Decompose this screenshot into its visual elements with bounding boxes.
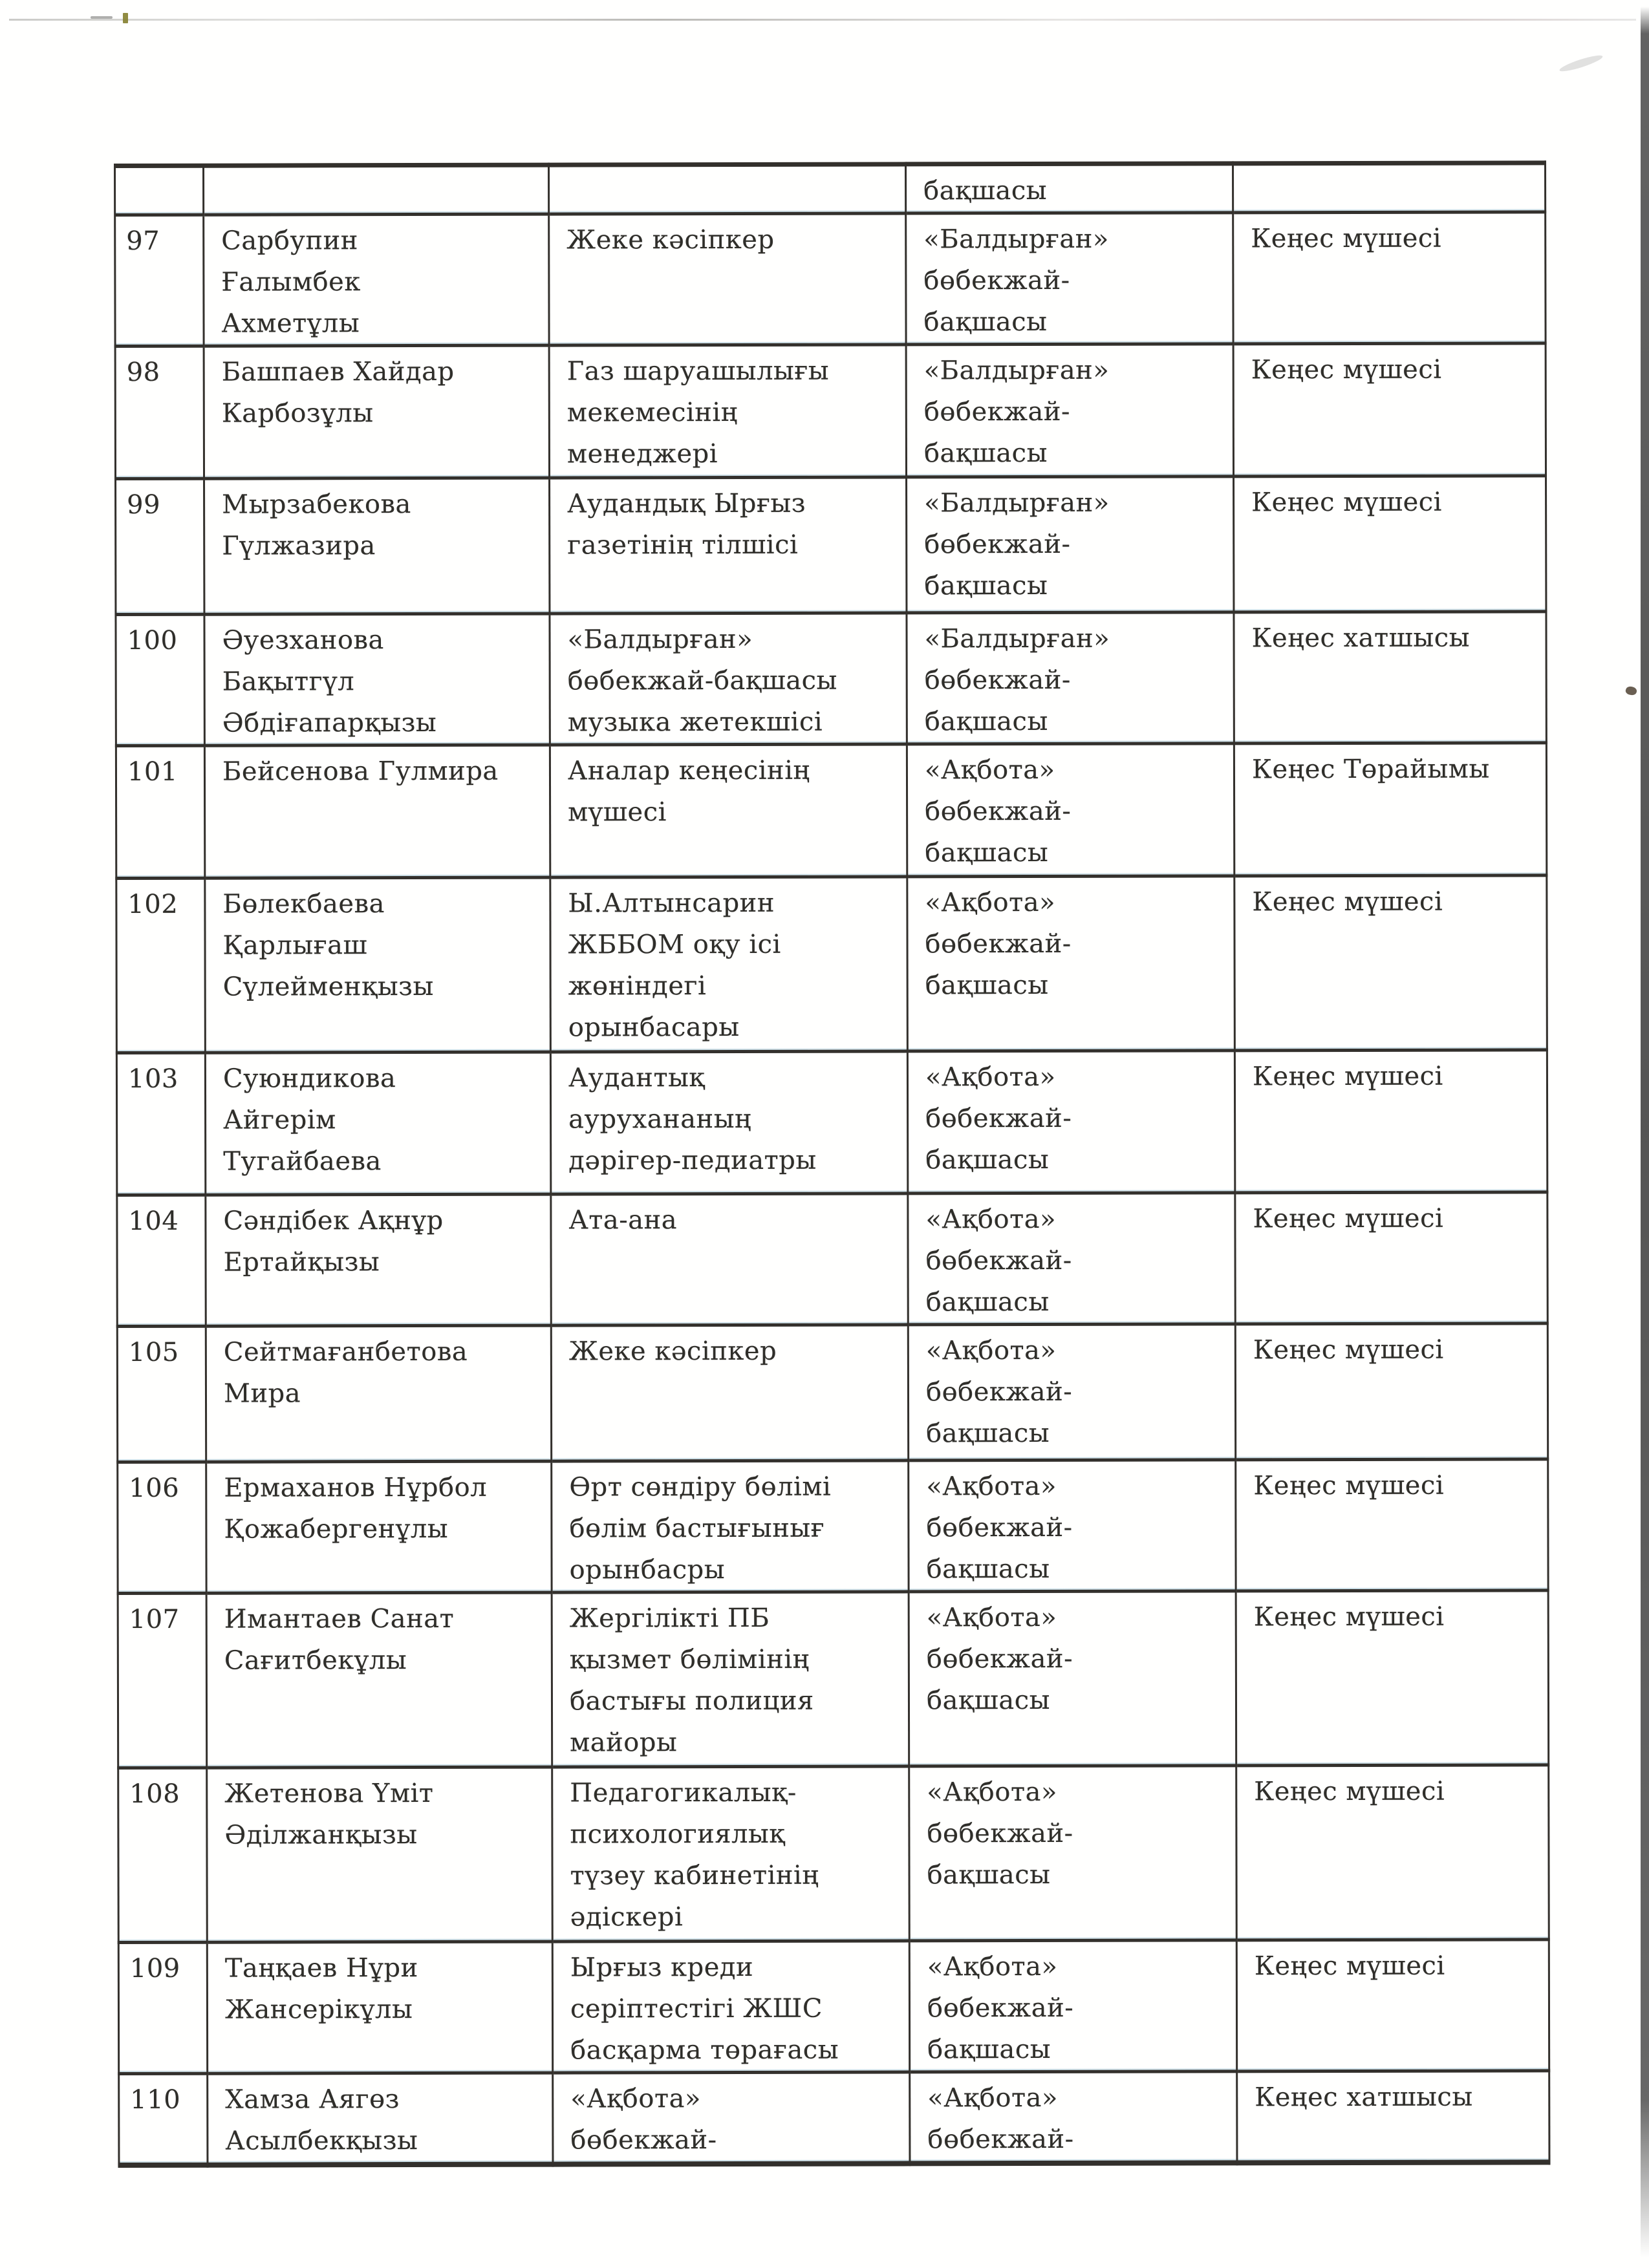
role-cell: Кеңес мүшесі xyxy=(1234,477,1547,614)
number-cell: 99 xyxy=(114,480,205,616)
name-cell: Бейсенова Гулмира xyxy=(206,747,551,880)
position-cell: Ата-ана xyxy=(552,1195,909,1327)
kindergarten-cell: «Ақбота» бөбекжай- бақшасы xyxy=(909,1194,1236,1326)
kindergarten-cell: «Ақбота» бөбекжай- бақшасы xyxy=(911,1942,1238,2073)
table-row xyxy=(116,1193,1548,1328)
role-cell: Кеңес мүшесі xyxy=(1234,345,1547,478)
role-cell: Кеңес мүшесі xyxy=(1238,1941,1550,2073)
table-row xyxy=(117,1766,1550,1944)
role-cell: Кеңес хатшысы xyxy=(1238,2072,1550,2165)
kindergarten-cell: «Ақбота» бөбекжай- бақшасы xyxy=(910,1767,1238,1942)
name-cell: Хамза Аягөз Асылбекқызы xyxy=(208,2075,554,2168)
role-cell: Кеңес хатшысы xyxy=(1234,613,1547,745)
kindergarten-cell: «Балдырған» бөбекжай- бақшасы xyxy=(907,214,1234,346)
position-cell: Газ шаруашылығы мекемесінің менеджері xyxy=(550,346,907,479)
position-cell: Жергілікті ПБ қызмет бөлімінің бастығы полиция майоры xyxy=(553,1593,911,1768)
scan-smudge-artifact xyxy=(1558,52,1604,74)
role-cell: Кеңес мүшесі xyxy=(1235,877,1548,1052)
members-table xyxy=(114,160,1550,2168)
table-row xyxy=(114,613,1547,747)
kindergarten-cell: «Ақбота» бөбекжай- бақшасы xyxy=(909,1325,1236,1462)
position-cell: «Ақбота» бөбекжай- xyxy=(554,2073,911,2166)
role-cell: Кеңес Төрайымы xyxy=(1235,744,1547,877)
table-row xyxy=(118,2072,1550,2168)
name-cell: Сәндібек Ақнұр Ертайқызы xyxy=(206,1196,552,1328)
members-table-wrap xyxy=(114,160,1553,2168)
kindergarten-cell: «Балдырған» бөбекжай- бақшасы xyxy=(907,345,1234,478)
position-cell: «Балдырған» бөбекжай-бақшасы музыка жетекшісі xyxy=(550,614,907,746)
kindergarten-cell: «Балдырған» бөбекжай- бақшасы xyxy=(907,478,1234,614)
position-cell: Өрт сөндіру бөлімі бөлім бастығынығ орынбасры xyxy=(552,1462,909,1594)
name-cell: Суюндикова Айгерім Тугайбаева xyxy=(206,1054,552,1197)
name-cell: Башпаев Хайдар Карбозұлы xyxy=(205,347,550,480)
name-cell: Жетенова Үміт Әділжанқызы xyxy=(208,1769,554,1944)
scan-speck-artifact xyxy=(1625,685,1638,696)
name-cell: Имантаев Санат Сағитбекұлы xyxy=(208,1594,554,1770)
number-cell: 102 xyxy=(115,880,206,1054)
role-cell: Кеңес мүшесі xyxy=(1236,1051,1548,1194)
scan-dash-artifact xyxy=(91,16,113,19)
role-cell: Кеңес мүшесі xyxy=(1236,1193,1548,1325)
kindergarten-cell: «Ақбота» бөбекжай- бақшасы xyxy=(909,1052,1236,1195)
number-cell: 104 xyxy=(116,1197,206,1328)
position-cell: Аудантық аурухананың дәрігер-педиатры xyxy=(552,1053,909,1195)
table-row xyxy=(115,744,1547,880)
number-cell: 103 xyxy=(116,1054,206,1197)
position-cell: Жеке кәсіпкер xyxy=(552,1326,909,1462)
table-row xyxy=(118,1941,1550,2075)
scan-olive-artifact xyxy=(123,13,128,23)
table-row xyxy=(114,477,1547,616)
name-cell: Мырзабекова Гүлжазира xyxy=(205,480,550,616)
name-cell: Бөлекбаева Қарлығаш Сүлейменқызы xyxy=(206,879,552,1054)
position-cell: Ы.Алтынсарин ЖББОМ оқу ісі жөніндегі орынбасары xyxy=(551,878,909,1053)
position-cell xyxy=(550,162,907,215)
role-cell xyxy=(1234,160,1546,214)
role-cell: Кеңес мүшесі xyxy=(1237,1766,1550,1942)
kindergarten-cell: бақшасы xyxy=(907,161,1234,215)
number-cell xyxy=(114,164,204,217)
number-cell: 108 xyxy=(117,1770,208,1944)
name-cell: Ермаханов Нұрбол Қожабергенұлы xyxy=(207,1463,552,1595)
table-row xyxy=(114,345,1547,480)
position-cell: Жеке кәсіпкер xyxy=(550,215,907,347)
name-cell xyxy=(204,163,550,217)
role-cell: Кеңес мүшесі xyxy=(1236,1325,1549,1461)
table-row xyxy=(116,1460,1549,1595)
kindergarten-cell: «Ақбота» бөбекжай- бақшасы xyxy=(910,1592,1238,1768)
scan-edge-strip-artifact xyxy=(1641,6,1649,2258)
table-row xyxy=(116,1051,1548,1197)
role-cell: Кеңес мүшесі xyxy=(1234,213,1546,345)
role-cell: Кеңес мүшесі xyxy=(1236,1460,1549,1592)
name-cell: Таңқаев Нұри Жансерікұлы xyxy=(208,1943,554,2075)
kindergarten-cell: «Ақбота» бөбекжай- бақшасы xyxy=(908,745,1235,878)
table-row xyxy=(114,213,1546,348)
position-cell: Аудандық Ырғыз газетінің тілшісі xyxy=(550,478,907,615)
carryover-row xyxy=(114,160,1546,217)
number-cell: 101 xyxy=(115,747,206,880)
position-cell: Педагогикалық- психологиялық түзеу кабинетінің әдіскері xyxy=(553,1768,911,1943)
position-cell: Аналар кеңесінің мүшесі xyxy=(551,745,908,879)
number-cell: 98 xyxy=(114,348,205,480)
number-cell: 100 xyxy=(114,616,205,747)
number-cell: 97 xyxy=(114,217,204,348)
number-cell: 106 xyxy=(116,1464,207,1595)
role-cell: Кеңес мүшесі xyxy=(1237,1592,1550,1767)
kindergarten-cell: «Ақбота» бөбекжай- бақшасы xyxy=(909,1461,1236,1593)
position-cell: Ырғыз креди серіптестігі ЖШС басқарма төрағасы xyxy=(554,1942,911,2074)
scan-top-line-artifact xyxy=(9,19,1636,21)
kindergarten-cell: «Ақбота» бөбекжай- бақшасы xyxy=(908,877,1236,1053)
name-cell: Әуезханова Бақытгүл Әбдіғапарқызы xyxy=(205,615,550,747)
table-row xyxy=(115,877,1548,1054)
table-row xyxy=(116,1325,1549,1464)
number-cell: 105 xyxy=(116,1328,207,1464)
kindergarten-cell: «Балдырған» бөбекжай- бақшасы xyxy=(907,614,1234,745)
table-row xyxy=(117,1592,1550,1770)
number-cell: 109 xyxy=(118,1944,208,2075)
number-cell: 107 xyxy=(117,1595,208,1770)
name-cell: Сейтмағанбетова Мира xyxy=(207,1327,552,1464)
name-cell: Сарбупин Ғалымбек Ахметұлы xyxy=(204,216,550,348)
number-cell: 110 xyxy=(118,2075,208,2168)
kindergarten-cell: «Ақбота» бөбекжай- xyxy=(911,2073,1238,2166)
